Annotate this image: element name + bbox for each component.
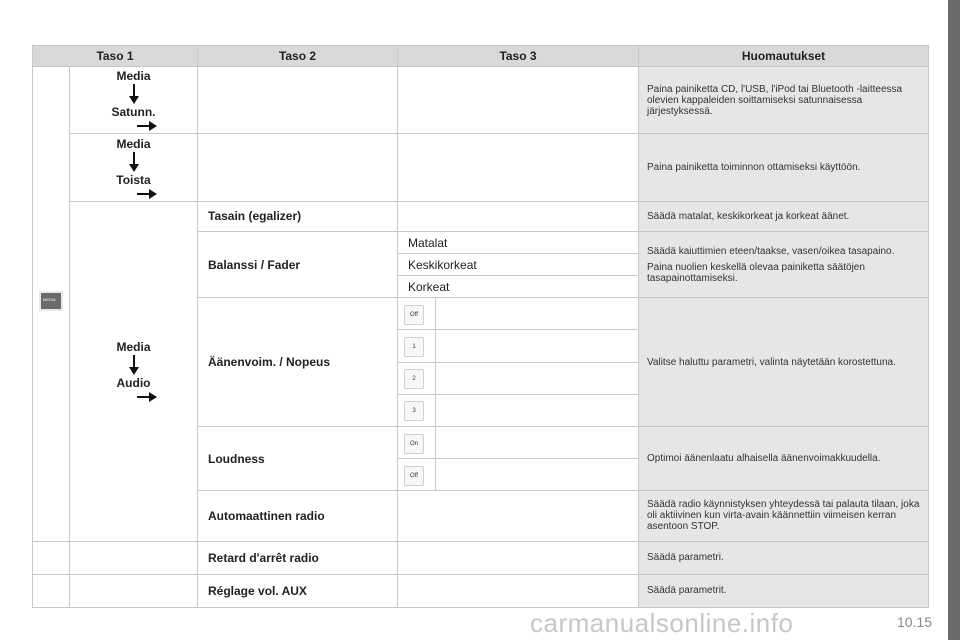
arrow-down-icon [129, 355, 139, 375]
level1-word: Toista [116, 172, 151, 187]
table-row [33, 201, 929, 231]
level1-word: Satunn. [111, 105, 156, 120]
empty-cell [198, 134, 398, 201]
empty-cell [436, 394, 639, 426]
option-3-cell [398, 394, 436, 426]
header-taso-1: Taso 1 [33, 46, 198, 67]
header-huomautukset: Huomautukset [639, 46, 929, 67]
icon-cell [33, 67, 70, 541]
level3-matalat: Matalat [398, 231, 639, 253]
empty-cell [398, 201, 639, 231]
level1-word: Media [116, 69, 151, 84]
empty-cell [33, 541, 70, 574]
level1-media-audio [70, 201, 198, 541]
note-tasain: Säädä matalat, keskikorkeat ja korkeat äänet. [639, 201, 929, 231]
note-auto-radio: Säädä radio käynnistyksen yhteydessä tai palauta tilaan, joka oli aktiivinen kun virta-avain käännettiin viimeisen kerran asentoon STOP. [639, 491, 929, 541]
option-on-cell [398, 426, 436, 458]
empty-cell [398, 541, 639, 574]
empty-cell [398, 491, 639, 541]
option-1-cell [398, 330, 436, 362]
table-row [33, 134, 929, 201]
option-off-cell [398, 298, 436, 330]
option-off-cell [398, 459, 436, 491]
level3-keskikorkeat: Keskikorkeat [398, 254, 639, 276]
option-off-badge: Off [404, 466, 424, 486]
page-number: 10.15 [896, 614, 932, 630]
empty-cell [198, 67, 398, 134]
note-balanssi-1: Säädä kaiuttimien eteen/taakse, vasen/oikea tasapaino. [647, 245, 895, 257]
level2-reglage: Réglage vol. AUX [198, 574, 398, 607]
level2-loudness: Loudness [198, 426, 398, 490]
header-taso-2: Taso 2 [198, 46, 398, 67]
note-loudness: Optimoi äänenlaatu alhaisella äänenvoimakkuudella. [639, 426, 929, 490]
header-taso-3: Taso 3 [398, 46, 639, 67]
level1-word: Media [116, 340, 151, 355]
level3-korkeat: Korkeat [398, 276, 639, 298]
empty-cell [436, 459, 639, 491]
note-balanssi [639, 231, 929, 297]
note-satunn: Paina painiketta CD, l'USB, l'iPod tai Bluetooth -laitteessa olevien kappaleiden soittamiseksi satunnaisessa järjestyksessä. [639, 67, 929, 134]
level1-word: Media [116, 136, 151, 151]
note-reglage: Säädä parametrit. [639, 574, 929, 607]
empty-cell [398, 134, 639, 201]
option-off-badge: Off [404, 305, 424, 325]
watermark: carmanualsonline.info [530, 608, 794, 638]
option-1-badge: 1 [404, 337, 424, 357]
table-row [33, 67, 929, 134]
note-balanssi-2: Paina nuolien keskellä olevaa painiketta säätöjen tasapainottamiseksi. [647, 261, 865, 284]
empty-cell [398, 67, 639, 134]
arrow-down-icon [129, 84, 139, 104]
level2-aanenvoim: Äänenvoim. / Nopeus [198, 298, 398, 427]
empty-cell [70, 574, 198, 607]
table-row [33, 541, 929, 574]
option-2-badge: 2 [404, 369, 424, 389]
level2-balanssi: Balanssi / Fader [198, 231, 398, 297]
level2-retard: Retard d'arrêt radio [198, 541, 398, 574]
empty-cell [70, 541, 198, 574]
note-toista: Paina painiketta toiminnon ottamiseksi käyttöön. [639, 134, 929, 201]
level1-media-satunn [70, 67, 198, 134]
arrow-right-icon [137, 121, 157, 131]
level1-word: Audio [116, 376, 151, 391]
level2-tasain: Tasain (egalizer) [198, 201, 398, 231]
level2-auto-radio: Automaattinen radio [198, 491, 398, 541]
settings-table [32, 45, 929, 608]
empty-cell [436, 330, 639, 362]
empty-cell [398, 574, 639, 607]
table-header-row [33, 46, 929, 67]
arrow-right-icon [137, 392, 157, 402]
media-icon: MEDIA [39, 291, 63, 311]
empty-cell [436, 362, 639, 394]
side-bar [948, 0, 960, 640]
option-on-badge: On [404, 434, 424, 454]
option-3-badge: 3 [404, 401, 424, 421]
arrow-down-icon [129, 152, 139, 172]
arrow-right-icon [137, 189, 157, 199]
option-2-cell [398, 362, 436, 394]
empty-cell [436, 298, 639, 330]
level1-media-toista [70, 134, 198, 201]
table-row [33, 574, 929, 607]
empty-cell [33, 574, 70, 607]
note-retard: Säädä parametri. [639, 541, 929, 574]
empty-cell [436, 426, 639, 458]
note-aanenvoim: Valitse haluttu parametri, valinta näytetään korostettuna. [639, 298, 929, 427]
